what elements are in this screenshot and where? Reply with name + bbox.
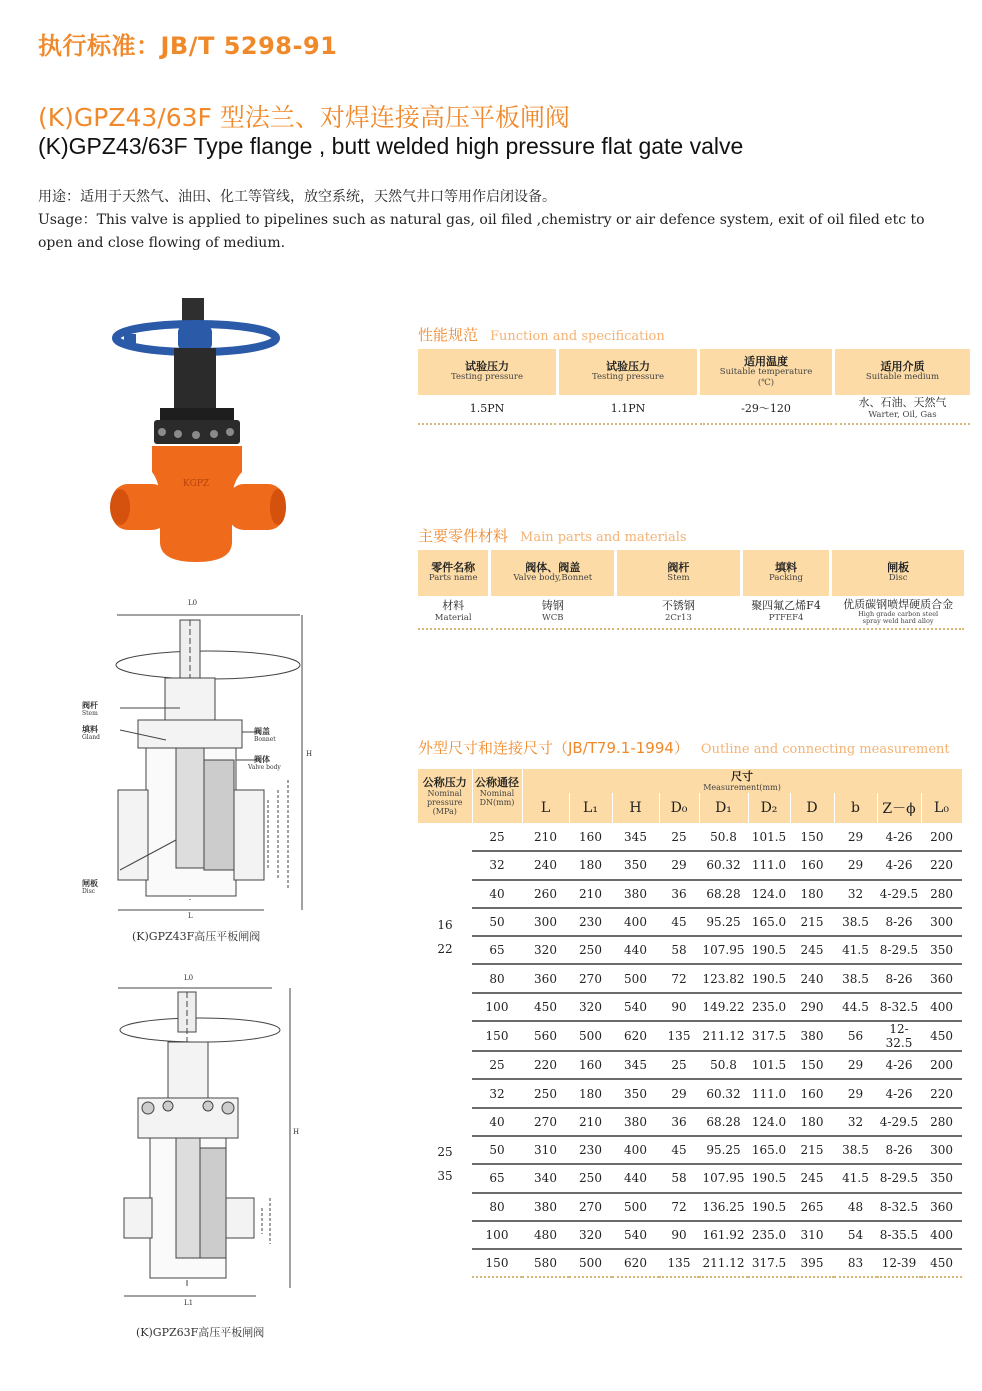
dimension-cell: 215 — [790, 1136, 834, 1164]
dimension-cell: 240 — [790, 964, 834, 992]
usage-english: Usage：This valve is applied to pipelines such as natural gas, oil filed ,chemistry or air defence system, exit of oil filed etc to open and close flowing of medium. — [38, 212, 925, 251]
dimension-cell: 29 — [834, 1079, 877, 1107]
table-row — [418, 1193, 962, 1221]
dimension-cell: 230 — [569, 908, 612, 936]
label-body-cn: 阀体 — [254, 754, 270, 764]
dn-cell: 50 — [472, 908, 522, 936]
dn-cell: 100 — [472, 1221, 522, 1249]
dimension-cell: 345 — [612, 1051, 659, 1079]
dimension-cell: 210 — [569, 1108, 612, 1136]
dimension-cell: 300 — [921, 1136, 962, 1164]
valve-photo — [108, 296, 288, 576]
dn-cell: 32 — [472, 1079, 522, 1107]
dimension-cell: 8-26 — [877, 908, 921, 936]
dimension-cell: 317.5 — [748, 1021, 790, 1051]
dimension-cell: 50.8 — [699, 823, 748, 851]
dimension-cell: 210 — [569, 880, 612, 908]
dn-cell: 80 — [472, 964, 522, 992]
dimension-cell: 380 — [612, 880, 659, 908]
label-h-2: H — [293, 1128, 300, 1136]
dimension-cell: 135 — [659, 1249, 699, 1277]
dimension-cell: 450 — [921, 1021, 962, 1051]
dimension-cell: 48 — [834, 1193, 877, 1221]
dimension-cell: 345 — [612, 823, 659, 851]
spec-header-cell: 适用温度 Suitable temperature (℃) — [700, 349, 832, 395]
dimension-cell: 350 — [612, 1079, 659, 1107]
dims-col-header: L₁ — [569, 793, 612, 823]
dimension-cell: 90 — [659, 993, 699, 1021]
dims-col-header: H — [612, 793, 659, 823]
dimension-cell: 190.5 — [748, 964, 790, 992]
dimension-cell: 124.0 — [748, 1108, 790, 1136]
dimension-cell: 360 — [921, 964, 962, 992]
dimension-cell: 500 — [569, 1021, 612, 1051]
dimension-cell: 95.25 — [699, 1136, 748, 1164]
dn-cell: 150 — [472, 1021, 522, 1051]
dimension-cell: 161.92 — [699, 1221, 748, 1249]
dimension-cell: 101.5 — [748, 1051, 790, 1079]
parts-header-cell: 阀体、阀盖 Valve body,Bonnet — [491, 550, 614, 596]
dimension-cell: 38.5 — [834, 1136, 877, 1164]
dn-cell: 25 — [472, 823, 522, 851]
dimension-cell: 270 — [569, 964, 612, 992]
parts-header-cell: 零件名称 Parts name — [418, 550, 488, 596]
dimension-cell: 260 — [522, 880, 569, 908]
dimension-cell: 280 — [921, 880, 962, 908]
dims-col-header: b — [834, 793, 877, 823]
dimension-cell: 220 — [921, 851, 962, 879]
dimension-cell: 8-29.5 — [877, 1164, 921, 1192]
parts-cell: 铸钢 WCB — [491, 596, 614, 630]
dimension-cell: 50.8 — [699, 1051, 748, 1079]
dimension-cell: 56 — [834, 1021, 877, 1051]
dimension-cell: 135 — [659, 1021, 699, 1051]
label-l0-2: L0 — [184, 974, 194, 982]
dimension-cell: 250 — [569, 1164, 612, 1192]
dimension-cell: 400 — [921, 1221, 962, 1249]
dimension-cell: 58 — [659, 1164, 699, 1192]
parts-cell: 材料 Material — [418, 596, 488, 630]
dimension-cell: 4-26 — [877, 823, 921, 851]
dimension-cell: 38.5 — [834, 964, 877, 992]
dimension-cell: 440 — [612, 936, 659, 964]
label-h: H — [306, 750, 313, 758]
dims-col-header: L₀ — [921, 793, 962, 823]
label-bonnet-cn: 阀盖 — [254, 726, 270, 736]
dimension-cell: 12-39 — [877, 1249, 921, 1277]
dimension-cell: 380 — [790, 1021, 834, 1051]
dimension-cell: 8-35.5 — [877, 1221, 921, 1249]
dimension-cell: 620 — [612, 1021, 659, 1051]
label-bonnet-en: Bonnet — [254, 736, 276, 743]
dimension-cell: 580 — [522, 1249, 569, 1277]
dimension-cell: 25 — [659, 1051, 699, 1079]
dn-cell: 150 — [472, 1249, 522, 1277]
dims-title-en: Outline and connecting measurement — [700, 742, 950, 757]
spec-cell: 水、石油、天然气 Warter, Oil, Gas — [835, 395, 970, 425]
dimension-cell: 300 — [522, 908, 569, 936]
dimension-cell: 480 — [522, 1221, 569, 1249]
parts-title-en: Main parts and materials — [520, 530, 687, 545]
dimension-cell: 400 — [921, 993, 962, 1021]
header-nominal-pressure: 公称压力 Nominal pressure (MPa) — [418, 769, 472, 823]
dimension-cell: 160 — [569, 1051, 612, 1079]
dimension-cell: 220 — [921, 1079, 962, 1107]
dimension-cell: 60.32 — [699, 1079, 748, 1107]
spec-cell: 1.1PN — [559, 395, 697, 425]
dimension-cell: 95.25 — [699, 908, 748, 936]
dimension-cell: 317.5 — [748, 1249, 790, 1277]
dimension-cell: 180 — [790, 880, 834, 908]
dn-cell: 50 — [472, 1136, 522, 1164]
dims-col-header: D₂ — [748, 793, 790, 823]
label-l: L — [188, 912, 193, 920]
dimension-cell: 150 — [790, 1051, 834, 1079]
dimension-cell: 400 — [612, 1136, 659, 1164]
dimension-cell: 220 — [522, 1051, 569, 1079]
dimension-cell: 310 — [790, 1221, 834, 1249]
label-disc-cn: 闸板 — [82, 878, 98, 888]
nominal-pressure-value: 16 — [437, 918, 453, 933]
dimension-cell: 83 — [834, 1249, 877, 1277]
usage-chinese: 用途：适用于天然气、油田、化工等管线，放空系统，天然气井口等用作启闭设备。 — [38, 189, 556, 205]
dimension-cell: 29 — [834, 1051, 877, 1079]
title-english: (K)GPZ43/63F Type flange , butt welded high pressure flat gate valve — [38, 133, 744, 159]
spec-header-cell: 试验压力 Testing pressure — [559, 349, 697, 395]
dimension-cell: 245 — [790, 936, 834, 964]
dimension-cell: 450 — [522, 993, 569, 1021]
dimension-cell: 60.32 — [699, 851, 748, 879]
parts-section-title — [418, 525, 687, 546]
parts-header-cell: 阀杆 Stem — [617, 550, 740, 596]
table-row — [418, 936, 962, 964]
dimension-cell: 320 — [522, 936, 569, 964]
parts-header-cell: 闸板 Disc — [832, 550, 964, 596]
table-row — [418, 908, 962, 936]
dims-header-row-1 — [418, 769, 962, 793]
spec-table — [415, 349, 973, 425]
dimension-cell: 215 — [790, 908, 834, 936]
dimension-cell: 360 — [921, 1193, 962, 1221]
table-row — [418, 1164, 962, 1192]
dimension-cell: 29 — [659, 851, 699, 879]
dimension-cell: 32 — [834, 880, 877, 908]
spec-value-row — [418, 395, 970, 425]
nominal-pressure-value: 25 — [437, 1145, 453, 1160]
dimension-cell: 8-32.5 — [877, 1193, 921, 1221]
dimension-cell: 38.5 — [834, 908, 877, 936]
dimension-cell: 29 — [834, 823, 877, 851]
dimension-cell: 350 — [921, 1164, 962, 1192]
dimension-cell: 150 — [790, 823, 834, 851]
dimension-cell: 380 — [522, 1193, 569, 1221]
parts-header-cell: 填料 Packing — [743, 550, 829, 596]
table-row — [418, 1221, 962, 1249]
dimension-cell: 36 — [659, 1108, 699, 1136]
dn-cell: 65 — [472, 1164, 522, 1192]
dimension-cell: 211.12 — [699, 1021, 748, 1051]
dimension-cell: 360 — [522, 964, 569, 992]
dimension-cell: 500 — [612, 964, 659, 992]
header-nominal-dn: 公称通径 Nominal DN(mm) — [472, 769, 522, 823]
dimension-cell: 210 — [522, 823, 569, 851]
dimension-cell: 41.5 — [834, 1164, 877, 1192]
table-row — [418, 823, 962, 851]
dimension-cell: 32 — [834, 1108, 877, 1136]
table-row — [418, 851, 962, 879]
spec-header-row — [418, 349, 970, 395]
spec-header-cell: 试验压力 Testing pressure — [418, 349, 556, 395]
dimension-cell: 68.28 — [699, 880, 748, 908]
dimension-cell: 270 — [569, 1193, 612, 1221]
dims-col-header: D₀ — [659, 793, 699, 823]
dimension-cell: 160 — [569, 823, 612, 851]
dimension-cell: 190.5 — [748, 1193, 790, 1221]
drawing2-caption: (K)GPZ63F高压平板闸阀 — [136, 1326, 265, 1339]
dimension-cell: 165.0 — [748, 1136, 790, 1164]
dimension-cell: 4-29.5 — [877, 1108, 921, 1136]
dimension-cell: 4-26 — [877, 1051, 921, 1079]
table-row — [418, 1136, 962, 1164]
dimension-cell: 400 — [612, 908, 659, 936]
table-row — [418, 880, 962, 908]
gpz63f-section-drawing — [100, 974, 310, 1339]
dims-section-title — [418, 737, 950, 758]
dimension-cell: 340 — [522, 1164, 569, 1192]
dimension-cell: 160 — [790, 851, 834, 879]
table-row — [418, 1079, 962, 1107]
usage-text — [38, 186, 943, 255]
dimension-cell: 149.22 — [699, 993, 748, 1021]
label-l0: L0 — [188, 599, 198, 607]
dimension-cell: 29 — [659, 1079, 699, 1107]
spec-cell: 1.5PN — [418, 395, 556, 425]
dimension-cell: 395 — [790, 1249, 834, 1277]
table-row — [418, 964, 962, 992]
dimension-cell: 270 — [522, 1108, 569, 1136]
table-row — [418, 1249, 962, 1277]
dn-cell: 32 — [472, 851, 522, 879]
dimension-cell: 45 — [659, 1136, 699, 1164]
dimension-cell: 36 — [659, 880, 699, 908]
dimension-cell: 450 — [921, 1249, 962, 1277]
dimension-cell: 45 — [659, 908, 699, 936]
dimension-cell: 124.0 — [748, 880, 790, 908]
dimension-cell: 190.5 — [748, 1164, 790, 1192]
table-row — [418, 993, 962, 1021]
dims-col-header: L — [522, 793, 569, 823]
spec-cell: -29～120 — [700, 395, 832, 425]
dimension-cell: 235.0 — [748, 1221, 790, 1249]
dimension-cell: 8-26 — [877, 1136, 921, 1164]
table-row — [418, 1108, 962, 1136]
spec-title-en: Function and specification — [490, 329, 665, 344]
dn-cell: 40 — [472, 880, 522, 908]
dimension-cell: 107.95 — [699, 1164, 748, 1192]
dimension-cell: 8-26 — [877, 964, 921, 992]
dimension-cell: 290 — [790, 993, 834, 1021]
label-stem-cn: 阀杆 — [82, 700, 98, 710]
dimension-cell: 12-32.5 — [877, 1021, 921, 1051]
dimension-cell: 111.0 — [748, 851, 790, 879]
dimension-cell: 250 — [522, 1079, 569, 1107]
drawing1-caption: (K)GPZ43F高压平板闸阀 — [132, 930, 261, 943]
dimension-cell: 180 — [569, 1079, 612, 1107]
label-gland-cn: 填料 — [82, 724, 98, 734]
dimension-cell: 4-26 — [877, 1079, 921, 1107]
dimension-cell: 380 — [612, 1108, 659, 1136]
dimension-cell: 211.12 — [699, 1249, 748, 1277]
dimension-cell: 180 — [790, 1108, 834, 1136]
dimension-cell: 68.28 — [699, 1108, 748, 1136]
dimension-cell: 4-29.5 — [877, 880, 921, 908]
parts-header-row — [418, 550, 964, 596]
dimension-cell: 620 — [612, 1249, 659, 1277]
table-row — [418, 1021, 962, 1051]
label-body-en: Valve body — [248, 764, 281, 771]
dimension-cell: 160 — [790, 1079, 834, 1107]
dn-cell: 40 — [472, 1108, 522, 1136]
dimension-cell: 500 — [569, 1249, 612, 1277]
nominal-pressure-value: 35 — [437, 1169, 453, 1184]
dimension-cell: 180 — [569, 851, 612, 879]
dimension-cell: 540 — [612, 1221, 659, 1249]
standard-heading: 执行标准：JB/T 5298-91 — [38, 32, 338, 60]
dimension-cell: 8-29.5 — [877, 936, 921, 964]
dimension-cell: 350 — [921, 936, 962, 964]
dimension-cell: 29 — [834, 851, 877, 879]
dimension-cell: 54 — [834, 1221, 877, 1249]
dims-title-cn: 外型尺寸和连接尺寸（JB/T79.1-1994） — [418, 739, 689, 757]
dims-col-header: Z－ϕ — [877, 793, 921, 823]
label-l1-2: L1 — [184, 1299, 194, 1307]
dimension-cell: 320 — [569, 1221, 612, 1249]
dn-cell: 100 — [472, 993, 522, 1021]
dimension-cell: 245 — [790, 1164, 834, 1192]
nominal-pressure-value: 22 — [437, 942, 453, 957]
parts-table — [415, 550, 967, 630]
spec-header-cell: 适用介质 Suitable medium — [835, 349, 970, 395]
dimension-cell: 240 — [522, 851, 569, 879]
gpz43f-section-drawing — [80, 599, 320, 943]
dn-cell: 25 — [472, 1051, 522, 1079]
dimension-cell: 44.5 — [834, 993, 877, 1021]
dimension-cell: 300 — [921, 908, 962, 936]
dims-col-header: D — [790, 793, 834, 823]
title-chinese: (K)GPZ43/63F 型法兰、对焊连接高压平板闸阀 — [38, 103, 570, 132]
dimension-cell: 107.95 — [699, 936, 748, 964]
dimension-cell: 320 — [569, 993, 612, 1021]
dimension-cell: 190.5 — [748, 936, 790, 964]
dimension-cell: 101.5 — [748, 823, 790, 851]
dimension-cell: 8-32.5 — [877, 993, 921, 1021]
nominal-pressure-cell — [418, 1051, 472, 1277]
nominal-pressure-cell — [418, 823, 472, 1051]
dimension-cell: 350 — [612, 851, 659, 879]
dimension-cell: 200 — [921, 823, 962, 851]
table-row — [418, 1051, 962, 1079]
parts-value-row — [418, 596, 964, 630]
parts-title-cn: 主要零件材料 — [418, 527, 509, 545]
spec-section-title — [418, 324, 665, 345]
dimension-cell: 310 — [522, 1136, 569, 1164]
dimension-cell: 165.0 — [748, 908, 790, 936]
dimension-cell: 250 — [569, 936, 612, 964]
dimension-cell: 111.0 — [748, 1079, 790, 1107]
dimension-cell: 136.25 — [699, 1193, 748, 1221]
dimension-cell: 72 — [659, 964, 699, 992]
dimension-cell: 500 — [612, 1193, 659, 1221]
dimension-cell: 4-26 — [877, 851, 921, 879]
dims-col-header: D₁ — [699, 793, 748, 823]
dimension-cell: 280 — [921, 1108, 962, 1136]
dimension-cell: 25 — [659, 823, 699, 851]
spec-title-cn: 性能规范 — [418, 326, 479, 344]
dimension-cell: 560 — [522, 1021, 569, 1051]
dimension-cell: 265 — [790, 1193, 834, 1221]
label-disc-en: Disc — [82, 888, 96, 895]
dn-cell: 80 — [472, 1193, 522, 1221]
dimension-cell: 41.5 — [834, 936, 877, 964]
parts-cell: 聚四氟乙烯F4 PTFEF4 — [743, 596, 829, 630]
svg-text:KGPZ: KGPZ — [182, 479, 210, 489]
dimension-cell: 58 — [659, 936, 699, 964]
dimension-cell: 90 — [659, 1221, 699, 1249]
parts-cell: 优质碳钢喷焊硬质合金 High grade carbon steel spray weld hard alloy — [832, 596, 964, 630]
label-stem-en: Stem — [82, 710, 98, 717]
dimension-cell: 200 — [921, 1051, 962, 1079]
dimension-cell: 235.0 — [748, 993, 790, 1021]
dimensions-table — [418, 769, 963, 1278]
header-measurement: 尺寸 Measurement(mm) — [522, 769, 962, 793]
label-gland-en: Gland — [82, 734, 100, 741]
dimension-cell: 123.82 — [699, 964, 748, 992]
dimension-cell: 540 — [612, 993, 659, 1021]
dn-cell: 65 — [472, 936, 522, 964]
dimension-cell: 72 — [659, 1193, 699, 1221]
dimension-cell: 440 — [612, 1164, 659, 1192]
dimension-cell: 230 — [569, 1136, 612, 1164]
parts-cell: 不锈钢 2Cr13 — [617, 596, 740, 630]
